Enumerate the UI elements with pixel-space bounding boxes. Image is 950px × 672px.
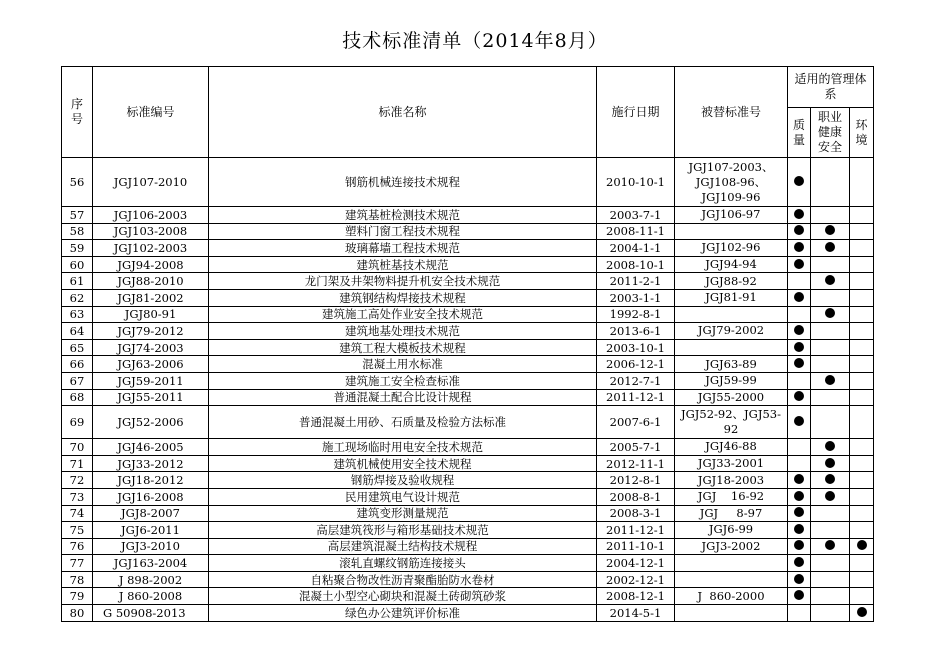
row-name: 绿色办公建筑评价标准 [209, 605, 597, 622]
applicable-dot-icon [794, 292, 804, 302]
row-code: J 898-2002 [93, 571, 209, 588]
row-date: 2004-1-1 [597, 240, 675, 257]
safety-cell [811, 372, 850, 389]
row-replaced [675, 571, 788, 588]
applicable-dot-icon [825, 375, 835, 385]
standards-table [61, 66, 874, 622]
row-name: 建筑机械使用安全技术规程 [209, 455, 597, 472]
applicable-dot-icon [794, 358, 804, 368]
env-cell [850, 356, 874, 373]
quality-cell [788, 158, 811, 207]
table-row [62, 356, 874, 373]
row-seq: 79 [62, 588, 93, 605]
row-seq: 59 [62, 240, 93, 257]
row-code: JGJ80-91 [93, 306, 209, 323]
quality-cell [788, 406, 811, 439]
table-row [62, 538, 874, 555]
applicable-dot-icon [794, 416, 804, 426]
row-replaced: JGJ81-91 [675, 289, 788, 306]
row-replaced: JGJ 8-97 [675, 505, 788, 522]
row-replaced: JGJ18-2003 [675, 472, 788, 489]
row-code: JGJ3-2010 [93, 538, 209, 555]
header-safety: 职业健康安全 [811, 108, 850, 158]
row-date: 2012-11-1 [597, 455, 675, 472]
row-date: 2003-10-1 [597, 339, 675, 356]
row-name: 钢筋焊接及验收规程 [209, 472, 597, 489]
applicable-dot-icon [825, 242, 835, 252]
table-row [62, 323, 874, 340]
applicable-dot-icon [794, 540, 804, 550]
quality-cell [788, 538, 811, 555]
row-seq: 57 [62, 207, 93, 224]
safety-cell [811, 389, 850, 406]
row-replaced: JGJ79-2002 [675, 323, 788, 340]
row-code: JGJ63-2006 [93, 356, 209, 373]
env-cell [850, 472, 874, 489]
row-date: 2004-12-1 [597, 555, 675, 572]
table-row [62, 273, 874, 290]
env-cell [850, 522, 874, 539]
row-date: 1992-8-1 [597, 306, 675, 323]
env-cell [850, 158, 874, 207]
row-date: 2010-10-1 [597, 158, 675, 207]
row-date: 2011-10-1 [597, 538, 675, 555]
applicable-dot-icon [794, 557, 804, 567]
row-date: 2006-12-1 [597, 356, 675, 373]
header-quality: 质量 [788, 108, 811, 158]
table-row [62, 505, 874, 522]
row-replaced [675, 306, 788, 323]
safety-cell [811, 555, 850, 572]
row-seq: 60 [62, 256, 93, 273]
row-seq: 68 [62, 389, 93, 406]
env-cell [850, 339, 874, 356]
applicable-dot-icon [857, 540, 867, 550]
row-seq: 71 [62, 455, 93, 472]
safety-cell [811, 339, 850, 356]
safety-cell [811, 223, 850, 240]
row-code: G 50908-2013 [93, 605, 209, 622]
table-row [62, 605, 874, 622]
applicable-dot-icon [794, 574, 804, 584]
row-seq: 74 [62, 505, 93, 522]
header-systems: 适用的管理体系 [788, 67, 874, 108]
env-cell [850, 455, 874, 472]
env-cell [850, 505, 874, 522]
env-cell [850, 439, 874, 456]
applicable-dot-icon [794, 209, 804, 219]
applicable-dot-icon [794, 342, 804, 352]
quality-cell [788, 505, 811, 522]
row-name: 建筑地基处理技术规范 [209, 323, 597, 340]
table-row [62, 406, 874, 439]
row-name: 高层建筑筏形与箱形基础技术规范 [209, 522, 597, 539]
quality-cell [788, 555, 811, 572]
env-cell [850, 240, 874, 257]
table-body [62, 158, 874, 622]
quality-cell [788, 289, 811, 306]
row-seq: 58 [62, 223, 93, 240]
safety-cell [811, 240, 850, 257]
row-seq: 67 [62, 372, 93, 389]
row-code: J 860-2008 [93, 588, 209, 605]
safety-cell [811, 505, 850, 522]
applicable-dot-icon [794, 474, 804, 484]
row-replaced: JGJ106-97 [675, 207, 788, 224]
header-seq: 序号 [62, 67, 93, 158]
row-seq: 75 [62, 522, 93, 539]
quality-cell [788, 488, 811, 505]
applicable-dot-icon [825, 540, 835, 550]
safety-cell [811, 306, 850, 323]
row-code: JGJ18-2012 [93, 472, 209, 489]
safety-cell [811, 158, 850, 207]
quality-cell [788, 207, 811, 224]
row-replaced: JGJ63-89 [675, 356, 788, 373]
row-code: JGJ33-2012 [93, 455, 209, 472]
row-seq: 73 [62, 488, 93, 505]
env-cell [850, 588, 874, 605]
row-seq: 70 [62, 439, 93, 456]
safety-cell [811, 256, 850, 273]
quality-cell [788, 472, 811, 489]
row-replaced [675, 223, 788, 240]
row-code: JGJ59-2011 [93, 372, 209, 389]
row-code: JGJ94-2008 [93, 256, 209, 273]
row-replaced: JGJ 16-92 [675, 488, 788, 505]
quality-cell [788, 306, 811, 323]
row-seq: 66 [62, 356, 93, 373]
env-cell [850, 555, 874, 572]
page-title: 技术标准清单（2014年8月） [342, 30, 608, 52]
row-name: 自粘聚合物改性沥青聚酯胎防水卷材 [209, 571, 597, 588]
quality-cell [788, 256, 811, 273]
row-seq: 61 [62, 273, 93, 290]
applicable-dot-icon [794, 242, 804, 252]
env-cell [850, 372, 874, 389]
safety-cell [811, 356, 850, 373]
row-date: 2005-7-1 [597, 439, 675, 456]
row-date: 2011-12-1 [597, 522, 675, 539]
applicable-dot-icon [825, 474, 835, 484]
safety-cell [811, 488, 850, 505]
row-seq: 65 [62, 339, 93, 356]
row-name: 建筑工程大模板技术规程 [209, 339, 597, 356]
row-replaced: J 860-2000 [675, 588, 788, 605]
row-replaced: JGJ55-2000 [675, 389, 788, 406]
row-code: JGJ46-2005 [93, 439, 209, 456]
quality-cell [788, 339, 811, 356]
row-replaced: JGJ52-92、JGJ53-92 [675, 406, 788, 439]
row-name: 建筑施工安全检查标准 [209, 372, 597, 389]
table-row [62, 158, 874, 207]
header-code: 标准编号 [93, 67, 209, 158]
quality-cell [788, 571, 811, 588]
row-code: JGJ81-2002 [93, 289, 209, 306]
applicable-dot-icon [825, 491, 835, 501]
quality-cell [788, 605, 811, 622]
table-row [62, 207, 874, 224]
row-seq: 80 [62, 605, 93, 622]
env-cell [850, 605, 874, 622]
row-replaced: JGJ107-2003、JGJ108-96、JGJ109-96 [675, 158, 788, 207]
row-seq: 69 [62, 406, 93, 439]
safety-cell [811, 571, 850, 588]
row-date: 2007-6-1 [597, 406, 675, 439]
quality-cell [788, 522, 811, 539]
quality-cell [788, 356, 811, 373]
row-date: 2011-2-1 [597, 273, 675, 290]
env-cell [850, 207, 874, 224]
row-name: 施工现场临时用电安全技术规范 [209, 439, 597, 456]
table-row [62, 372, 874, 389]
row-code: JGJ79-2012 [93, 323, 209, 340]
applicable-dot-icon [794, 225, 804, 235]
env-cell [850, 406, 874, 439]
applicable-dot-icon [794, 391, 804, 401]
row-name: 混凝土小型空心砌块和混凝土砖砌筑砂浆 [209, 588, 597, 605]
table-row [62, 522, 874, 539]
applicable-dot-icon [825, 225, 835, 235]
safety-cell [811, 455, 850, 472]
table-row [62, 455, 874, 472]
safety-cell [811, 439, 850, 456]
row-date: 2003-7-1 [597, 207, 675, 224]
header-name: 标准名称 [209, 67, 597, 158]
applicable-dot-icon [794, 325, 804, 335]
safety-cell [811, 406, 850, 439]
row-date: 2008-3-1 [597, 505, 675, 522]
safety-cell [811, 472, 850, 489]
row-replaced: JGJ94-94 [675, 256, 788, 273]
safety-cell [811, 289, 850, 306]
table-row [62, 439, 874, 456]
row-code: JGJ88-2010 [93, 273, 209, 290]
header-replaced: 被替标准号 [675, 67, 788, 158]
row-code: JGJ107-2010 [93, 158, 209, 207]
row-seq: 64 [62, 323, 93, 340]
row-code: JGJ52-2006 [93, 406, 209, 439]
row-code: JGJ163-2004 [93, 555, 209, 572]
safety-cell [811, 538, 850, 555]
quality-cell [788, 223, 811, 240]
row-code: JGJ8-2007 [93, 505, 209, 522]
quality-cell [788, 588, 811, 605]
applicable-dot-icon [794, 507, 804, 517]
row-seq: 62 [62, 289, 93, 306]
table-row [62, 588, 874, 605]
quality-cell [788, 372, 811, 389]
row-replaced: JGJ102-96 [675, 240, 788, 257]
table-row [62, 256, 874, 273]
quality-cell [788, 273, 811, 290]
applicable-dot-icon [794, 491, 804, 501]
row-code: JGJ106-2003 [93, 207, 209, 224]
table-row [62, 240, 874, 257]
row-name: 普通混凝土配合比设计规程 [209, 389, 597, 406]
row-name: 民用建筑电气设计规范 [209, 488, 597, 505]
row-name: 滚轧直螺纹钢筋连接接头 [209, 555, 597, 572]
table-row [62, 472, 874, 489]
env-cell [850, 488, 874, 505]
row-seq: 63 [62, 306, 93, 323]
quality-cell [788, 455, 811, 472]
row-date: 2003-1-1 [597, 289, 675, 306]
table-row [62, 339, 874, 356]
row-date: 2013-6-1 [597, 323, 675, 340]
env-cell [850, 273, 874, 290]
table-row [62, 571, 874, 588]
row-replaced: JGJ88-92 [675, 273, 788, 290]
row-name: 建筑桩基技术规范 [209, 256, 597, 273]
safety-cell [811, 605, 850, 622]
applicable-dot-icon [825, 441, 835, 451]
env-cell [850, 223, 874, 240]
quality-cell [788, 439, 811, 456]
env-cell [850, 571, 874, 588]
table-row [62, 223, 874, 240]
applicable-dot-icon [794, 176, 804, 186]
applicable-dot-icon [794, 259, 804, 269]
row-code: JGJ74-2003 [93, 339, 209, 356]
row-replaced: JGJ6-99 [675, 522, 788, 539]
row-replaced [675, 339, 788, 356]
row-name: 建筑变形测量规范 [209, 505, 597, 522]
row-name: 钢筋机械连接技术规程 [209, 158, 597, 207]
row-date: 2011-12-1 [597, 389, 675, 406]
safety-cell [811, 323, 850, 340]
row-code: JGJ16-2008 [93, 488, 209, 505]
row-replaced: JGJ59-99 [675, 372, 788, 389]
applicable-dot-icon [825, 275, 835, 285]
row-code: JGJ55-2011 [93, 389, 209, 406]
row-name: 建筑钢结构焊接技术规程 [209, 289, 597, 306]
row-date: 2008-11-1 [597, 223, 675, 240]
safety-cell [811, 522, 850, 539]
row-date: 2008-12-1 [597, 588, 675, 605]
row-date: 2002-12-1 [597, 571, 675, 588]
env-cell [850, 289, 874, 306]
quality-cell [788, 323, 811, 340]
quality-cell [788, 389, 811, 406]
row-replaced [675, 555, 788, 572]
row-date: 2008-8-1 [597, 488, 675, 505]
row-name: 高层建筑混凝土结构技术规程 [209, 538, 597, 555]
table-row [62, 389, 874, 406]
row-replaced: JGJ46-88 [675, 439, 788, 456]
env-cell [850, 256, 874, 273]
row-date: 2012-7-1 [597, 372, 675, 389]
table-row [62, 289, 874, 306]
safety-cell [811, 588, 850, 605]
applicable-dot-icon [825, 308, 835, 318]
row-name: 龙门架及井架物料提升机安全技术规范 [209, 273, 597, 290]
header-env: 环境 [850, 108, 874, 158]
row-seq: 72 [62, 472, 93, 489]
row-seq: 56 [62, 158, 93, 207]
row-name: 塑料门窗工程技术规程 [209, 223, 597, 240]
row-code: JGJ6-2011 [93, 522, 209, 539]
row-date: 2008-10-1 [597, 256, 675, 273]
safety-cell [811, 207, 850, 224]
row-name: 玻璃幕墙工程技术规范 [209, 240, 597, 257]
env-cell [850, 306, 874, 323]
applicable-dot-icon [825, 458, 835, 468]
row-seq: 78 [62, 571, 93, 588]
row-date: 2012-8-1 [597, 472, 675, 489]
row-name: 混凝土用水标准 [209, 356, 597, 373]
quality-cell [788, 240, 811, 257]
row-code: JGJ103-2008 [93, 223, 209, 240]
row-name: 普通混凝土用砂、石质量及检验方法标准 [209, 406, 597, 439]
row-date: 2014-5-1 [597, 605, 675, 622]
table-row [62, 306, 874, 323]
row-name: 建筑基桩检测技术规范 [209, 207, 597, 224]
table-row [62, 488, 874, 505]
row-seq: 76 [62, 538, 93, 555]
env-cell [850, 323, 874, 340]
env-cell [850, 389, 874, 406]
env-cell [850, 538, 874, 555]
row-name: 建筑施工高处作业安全技术规范 [209, 306, 597, 323]
safety-cell [811, 273, 850, 290]
applicable-dot-icon [794, 590, 804, 600]
row-replaced: JGJ3-2002 [675, 538, 788, 555]
row-seq: 77 [62, 555, 93, 572]
applicable-dot-icon [794, 524, 804, 534]
row-replaced [675, 605, 788, 622]
applicable-dot-icon [857, 607, 867, 617]
table-row [62, 555, 874, 572]
row-code: JGJ102-2003 [93, 240, 209, 257]
header-date: 施行日期 [597, 67, 675, 158]
row-replaced: JGJ33-2001 [675, 455, 788, 472]
